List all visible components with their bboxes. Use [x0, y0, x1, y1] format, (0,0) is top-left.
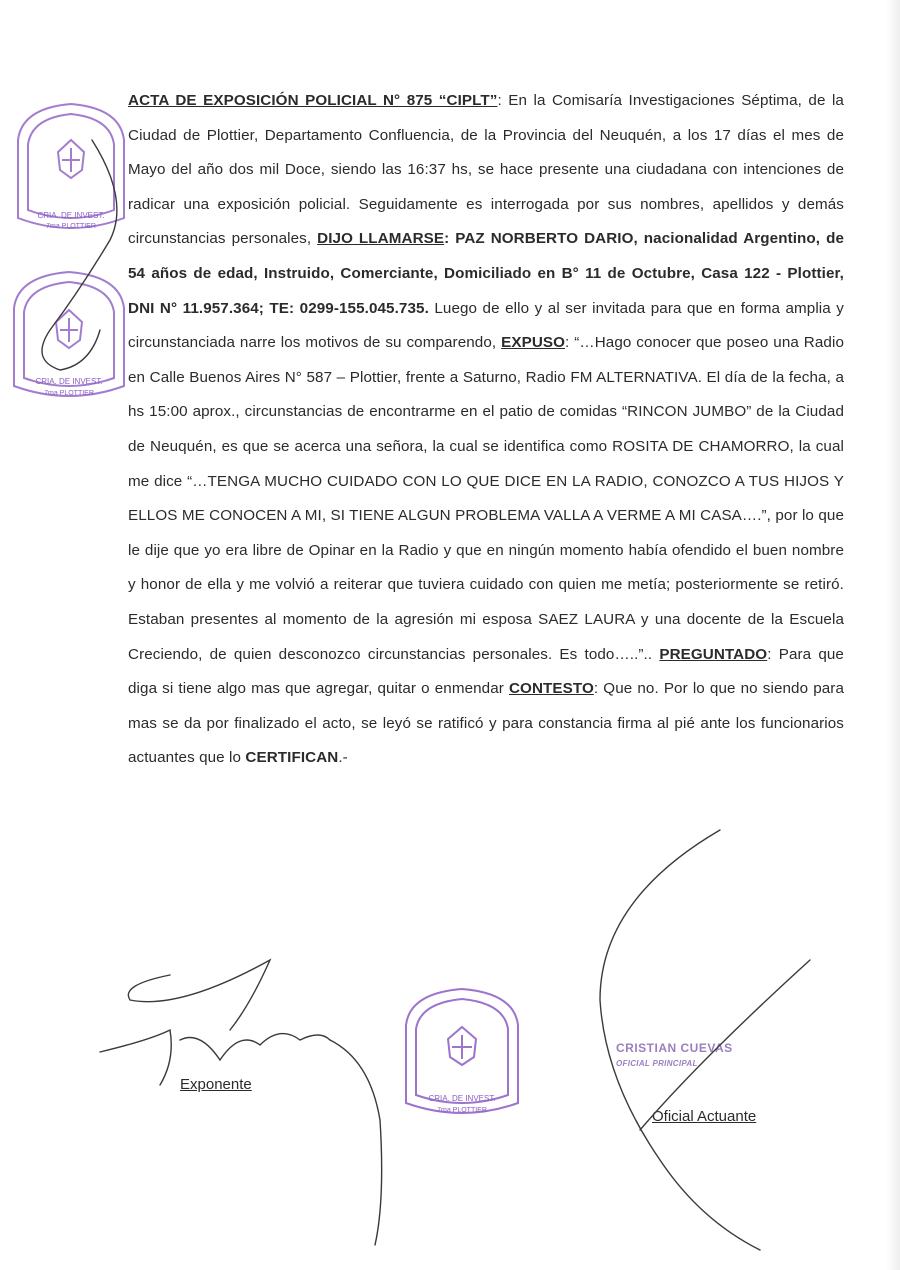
- preguntado-label: PREGUNTADO: [659, 645, 768, 663]
- statement-text: : “…Hago conocer que poseo una Radio en Calle Buenos Aires N° 587 – Plottier, frente a Saturno, Radio FM ALTERNATIVA. El día de la fecha, a hs 15:00 aprox., circunstancias de encontrarme en el patio de comidas “RINCON JUMBO” de la Ciudad de Neuquén, es que se acerca una señora, la cual se identifica como ROSITA DE CHAMORRO, la cual me dice “…TENGA MUCHO CUIDADO CON LO QUE DICE EN LA RADIO, CONOZCO A TUS HIJOS Y ELLOS ME CONOCEN A MI, SI TIENE ALGUN PROBLEMA VALLA A VERME A MI CASA….”, por lo que le dije que yo era libre de Opinar en la Radio y que en ningún momento había ofendido el buen nombre y honor de ella y me volvió a reiterar que tuviera cuidado con quien me metía; posteriormente se retiró. Estaban presentes al momento de la agresión mi esposa SAEZ LAURA y una docente de la Escuela Creciendo, de quien desconozco circunstancias personales. Es todo…..”..: [128, 334, 844, 663]
- identity-details: : PAZ NORBERTO DARIO, nacionalidad Argentino, de 54 años de edad, Instruido, Comerciante, Domiciliado en B° 11 de Octubre, Casa 122 - Plottier, DNI N° 11.957.364; TE: 0299-155.045.735.: [128, 230, 844, 317]
- stamp-text-line2: 7ma PLOTTIER: [46, 223, 96, 230]
- document-title: ACTA DE EXPOSICIÓN POLICIAL N° 875 “CIPLT”: [128, 92, 498, 109]
- expuso-label: EXPUSO: [501, 334, 566, 352]
- stamp-text-line1: CRIA. DE INVEST.: [35, 377, 103, 386]
- stamp-text-line2: 7ma PLOTTIER: [437, 1107, 487, 1114]
- officer-rank: OFICIAL PRINCIPAL: [616, 1059, 698, 1068]
- exponente-signature-tail: [330, 1040, 382, 1245]
- certifican-label: CERTIFICAN: [245, 749, 339, 767]
- exponente-signature-main: [100, 1030, 330, 1085]
- officer-name: CRISTIAN CUEVAS: [616, 1041, 733, 1055]
- officer-signature-slash: [640, 960, 810, 1130]
- exponente-label: Exponente: [180, 1076, 252, 1093]
- stamp-text-line1: CRIA. DE INVEST.: [37, 211, 105, 220]
- oficial-actuante-label: Oficial Actuante: [652, 1108, 757, 1125]
- closing-text: : Que no. Por lo que no siendo para mas se da por finalizado el acto, se leyó se ratificó y para constancia firma al pié ante los funcionarios actuantes que lo: [128, 680, 844, 767]
- closing-mark: .-: [338, 749, 348, 767]
- dijo-label: DIJO LLAMARSE: [317, 230, 445, 248]
- officer-signature-curve: [600, 830, 760, 1250]
- stamp-text-line2: 7ma PLOTTIER: [44, 390, 94, 397]
- margin-signature-stroke: [42, 140, 117, 370]
- paragraph-intro: : En la Comisaría Investigaciones Séptima, de la Ciudad de Plottier, Departamento Confluencia, de la Provincia del Neuquén, a los 17 días el mes de Mayo del año dos mil Doce, siendo las 16:37 hs, se hace presente una ciudadana con intenciones de radicar una exposición policial. Seguidamente es interrogada por sus nombres, apellidos y demás circunstancias personales,: [128, 92, 844, 248]
- contesto-label: CONTESTO: [508, 680, 594, 698]
- exponente-signature-top: [128, 960, 270, 1030]
- stamp-text-line1: CRIA. DE INVEST.: [428, 1094, 496, 1103]
- page-edge-shadow: [886, 0, 900, 1270]
- question-text: : Para que diga si tiene algo mas que agregar, quitar o enmendar: [128, 645, 844, 698]
- paragraph-invitation: Luego de ello y al ser invitada para que en forma amplia y circunstanciada narre los motivos de su comparendo,: [128, 299, 844, 352]
